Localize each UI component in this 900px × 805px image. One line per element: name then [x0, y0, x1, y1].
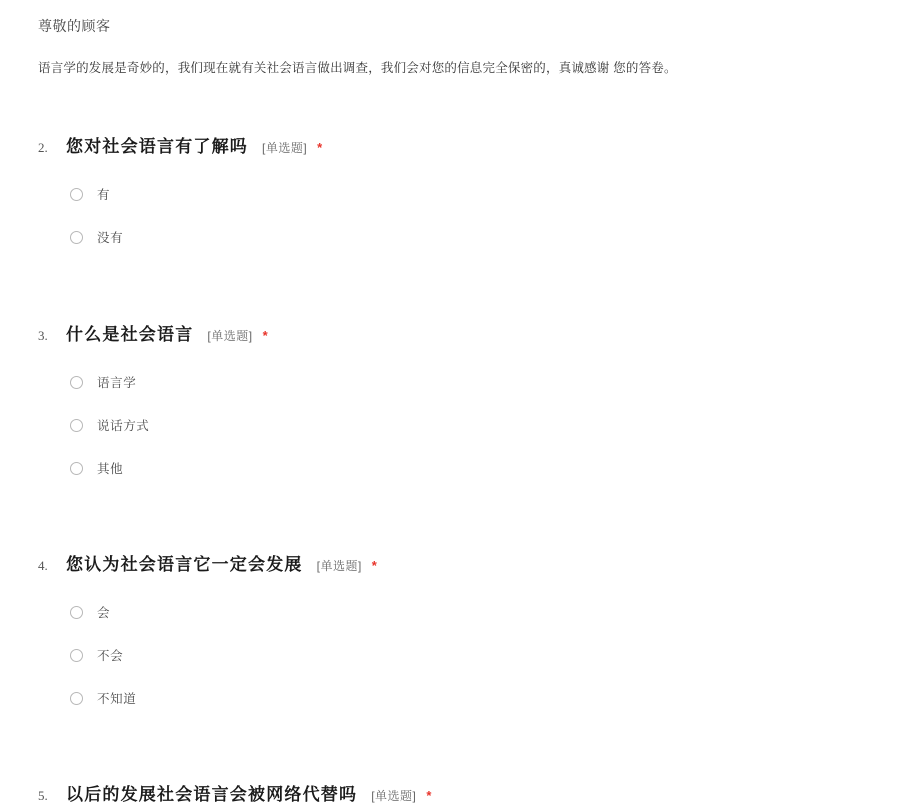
option-label: 没有: [97, 231, 124, 245]
question-title: 以后的发展社会语言会被网络代替吗: [66, 785, 358, 804]
option-label: 不知道: [97, 692, 137, 706]
required-asterisk: *: [426, 788, 432, 803]
radio-button-icon[interactable]: [70, 419, 83, 432]
option-list: [0, 183, 900, 248]
option-row[interactable]: [70, 601, 900, 623]
option-row[interactable]: [70, 183, 900, 205]
option-label: 不会: [97, 649, 124, 663]
question-header: [0, 550, 900, 575]
option-row[interactable]: [70, 371, 900, 393]
question-number: 2.: [38, 140, 48, 155]
question-type-label: [单选题]: [371, 789, 417, 803]
option-row[interactable]: [70, 644, 900, 666]
question-number: 3.: [38, 328, 48, 343]
question-header: [0, 320, 900, 345]
radio-button-icon[interactable]: [70, 462, 83, 475]
required-asterisk: *: [371, 558, 377, 573]
required-asterisk: *: [317, 140, 323, 155]
option-label: 会: [97, 606, 111, 620]
question-block: [0, 132, 900, 269]
option-label: 有: [97, 188, 111, 202]
option-label: 其他: [97, 462, 124, 476]
question-block: [0, 550, 900, 730]
option-list: [0, 371, 900, 479]
question-header: [0, 132, 900, 157]
question-type-label: [单选题]: [316, 559, 362, 573]
option-row[interactable]: [70, 457, 900, 479]
radio-button-icon[interactable]: [70, 649, 83, 662]
question-title: 什么是社会语言: [66, 325, 194, 344]
question-block: [0, 320, 900, 500]
question-title: 您对社会语言有了解吗: [66, 137, 248, 156]
radio-button-icon[interactable]: [70, 376, 83, 389]
radio-button-icon[interactable]: [70, 692, 83, 705]
option-label: 语言学: [97, 376, 137, 390]
question-number: 4.: [38, 558, 48, 573]
survey-intro-text: 语言学的发展是奇妙的，我们现在就有关社会语言做出调查，我们会对您的信息完全保密的，真诚感谢 您的答卷。: [38, 61, 677, 75]
question-type-label: [单选题]: [262, 141, 308, 155]
required-asterisk: *: [262, 328, 268, 343]
question-title-wrap: [66, 132, 322, 157]
question-title-wrap: [66, 320, 268, 345]
option-row[interactable]: [70, 226, 900, 248]
question-number: 5.: [38, 788, 48, 803]
option-list: [0, 601, 900, 709]
option-label: 说话方式: [97, 419, 150, 433]
survey-greeting-title: 尊敬的顾客: [38, 18, 111, 34]
question-type-label: [单选题]: [207, 329, 253, 343]
question-block: [0, 780, 900, 805]
question-header: [0, 780, 900, 805]
radio-button-icon[interactable]: [70, 606, 83, 619]
option-row[interactable]: [70, 687, 900, 709]
radio-button-icon[interactable]: [70, 231, 83, 244]
option-row[interactable]: [70, 414, 900, 436]
question-title: 您认为社会语言它一定会发展: [66, 555, 303, 574]
question-title-wrap: [66, 780, 431, 805]
question-title-wrap: [66, 550, 377, 575]
radio-button-icon[interactable]: [70, 188, 83, 201]
